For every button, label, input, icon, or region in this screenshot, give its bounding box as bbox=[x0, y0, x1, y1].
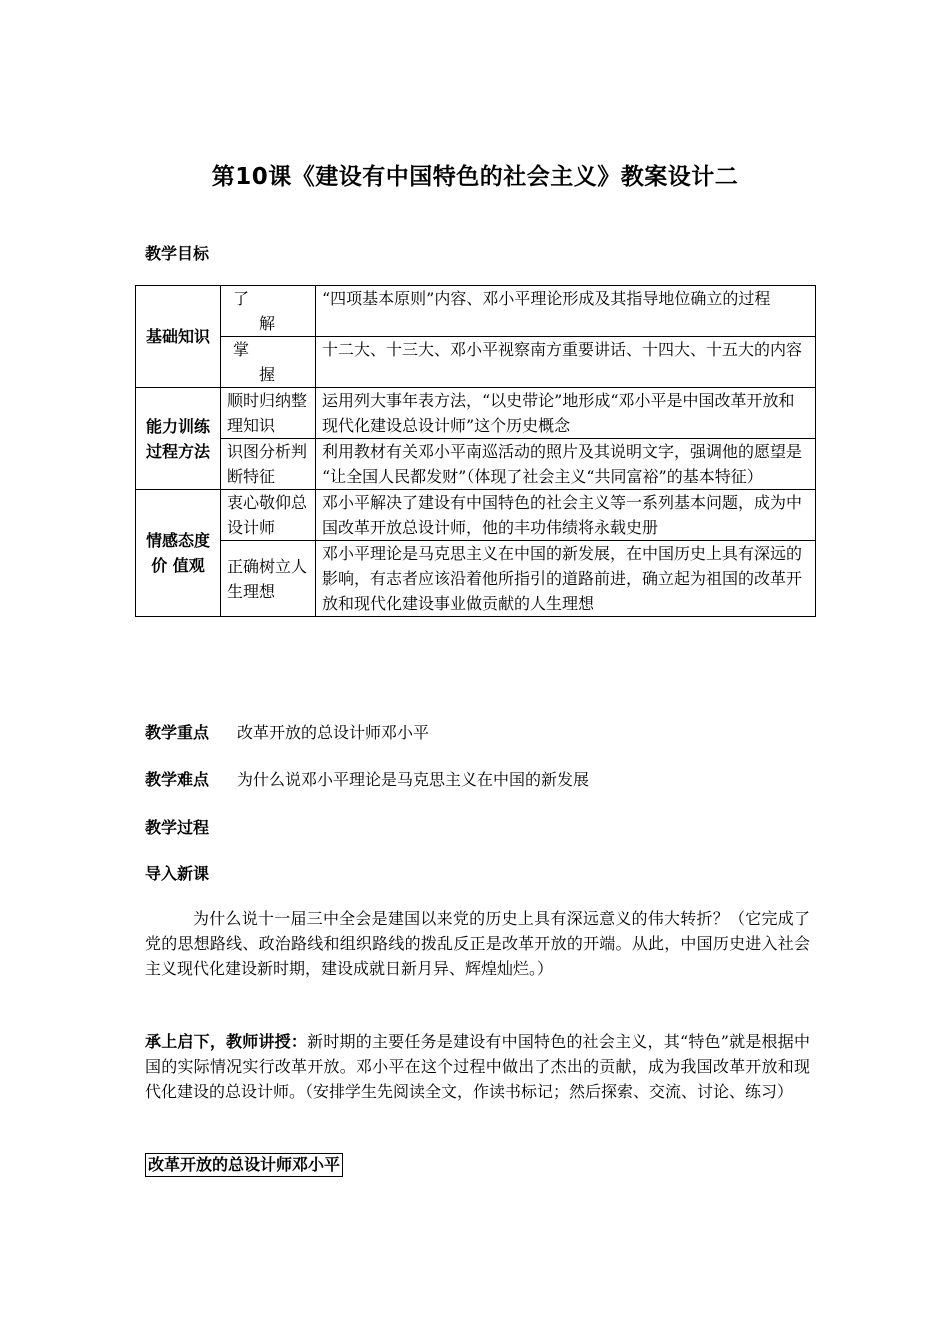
category-basic-knowledge: 基础知识 bbox=[136, 286, 221, 388]
objective-content bbox=[316, 439, 816, 490]
lecture-text: 新时期的主要任务是建设有中国特色的社会主义，其“特色”就是根据中国的实际情况实行改革开放。邓小平在这个过程中做出了杰出的贡献，成为我国改革开放和现代化建设的总设计师。（安排学生先阅读全文，作读书标记；然后探索、交流、讨论、练习） bbox=[145, 1032, 810, 1101]
table-row bbox=[136, 439, 816, 490]
sub-category-bottom: 解 bbox=[259, 314, 276, 333]
category-ability-process: 能力训练过程方法 bbox=[136, 388, 221, 490]
objective-content: 邓小平解决了建设有中国特色的社会主义等一系列基本问题，成为中国改革开放总设计师，他的丰功伟绩将永载史册 bbox=[316, 490, 816, 541]
key-point-line bbox=[145, 720, 429, 743]
sub-category-master bbox=[221, 337, 316, 388]
intro-heading: 导入新课 bbox=[145, 864, 210, 883]
sub-category-chronological: 顺时归纳整理知识 bbox=[221, 388, 316, 439]
lecture-paragraph bbox=[145, 1029, 810, 1104]
key-point-text: 改革开放的总设计师邓小平 bbox=[237, 723, 430, 742]
table-row bbox=[136, 541, 816, 617]
intro-paragraph: 为什么说十一届三中全会是建国以来党的历史上具有深远意义的伟大转折？（它完成了党的思想路线、政治路线和组织路线的拨乱反正是改革开放的开端。从此，中国历史进入社会主义现代化建设新时期，建设成就日新月异、辉煌灿烂。） bbox=[145, 909, 810, 978]
table-row bbox=[136, 388, 816, 439]
table-row bbox=[136, 286, 816, 337]
table-row bbox=[136, 337, 816, 388]
objective-content: 运用列大事年表方法，“以史带论”地形成“邓小平是中国改革开放和现代化建设总设计师”这个历史概念 bbox=[316, 388, 816, 439]
sub-category-understand bbox=[221, 286, 316, 337]
process-heading: 教学过程 bbox=[145, 818, 210, 837]
sub-category-life-ideal: 正确树立人生理想 bbox=[221, 541, 316, 617]
sub-category-admire: 衷心敬仰总设计师 bbox=[221, 490, 316, 541]
category-emotion-values: 情感态度价 值观 bbox=[136, 490, 221, 617]
objective-content: 邓小平理论是马克思主义在中国的新发展，在中国历史上具有深远的影响，有志者应该沿着他所指引的道路前进，确立起为祖国的改革开放和现代化建设事业做贡献的人生理想 bbox=[316, 541, 816, 617]
content-line: 利用教材有关邓小平南巡活动的照片及其说明文字，强调他的愿望是 bbox=[322, 442, 803, 461]
objective-content: “四项基本原则”内容、邓小平理论形成及其指导地位确立的过程 bbox=[316, 286, 816, 337]
difficulty-text: 为什么说邓小平理论是马克思主义在中国的新发展 bbox=[237, 770, 590, 789]
objectives-heading: 教学目标 bbox=[145, 244, 210, 263]
objectives-table bbox=[135, 285, 816, 617]
sub-category-image-analysis: 识图分析判断特征 bbox=[221, 439, 316, 490]
section-title: 改革开放的总设计师邓小平 bbox=[145, 1153, 343, 1177]
objective-content: 十二大、十三大、邓小平视察南方重要讲话、十四大、十五大的内容 bbox=[316, 337, 816, 388]
lecture-label: 承上启下，教师讲授： bbox=[145, 1032, 308, 1051]
key-point-label: 教学重点 bbox=[145, 723, 210, 742]
content-line: “让全国人民都发财”（体现了社会主义“共同富裕”的基本特征） bbox=[322, 467, 763, 486]
table-row bbox=[136, 490, 816, 541]
difficulty-line bbox=[145, 767, 589, 790]
sub-category-bottom: 握 bbox=[259, 365, 276, 384]
document-title: 第10课《建设有中国特色的社会主义》教案设计二 bbox=[211, 164, 739, 190]
sub-category-top: 了 bbox=[233, 289, 250, 308]
difficulty-label: 教学难点 bbox=[145, 770, 210, 789]
sub-category-top: 掌 bbox=[233, 340, 250, 359]
